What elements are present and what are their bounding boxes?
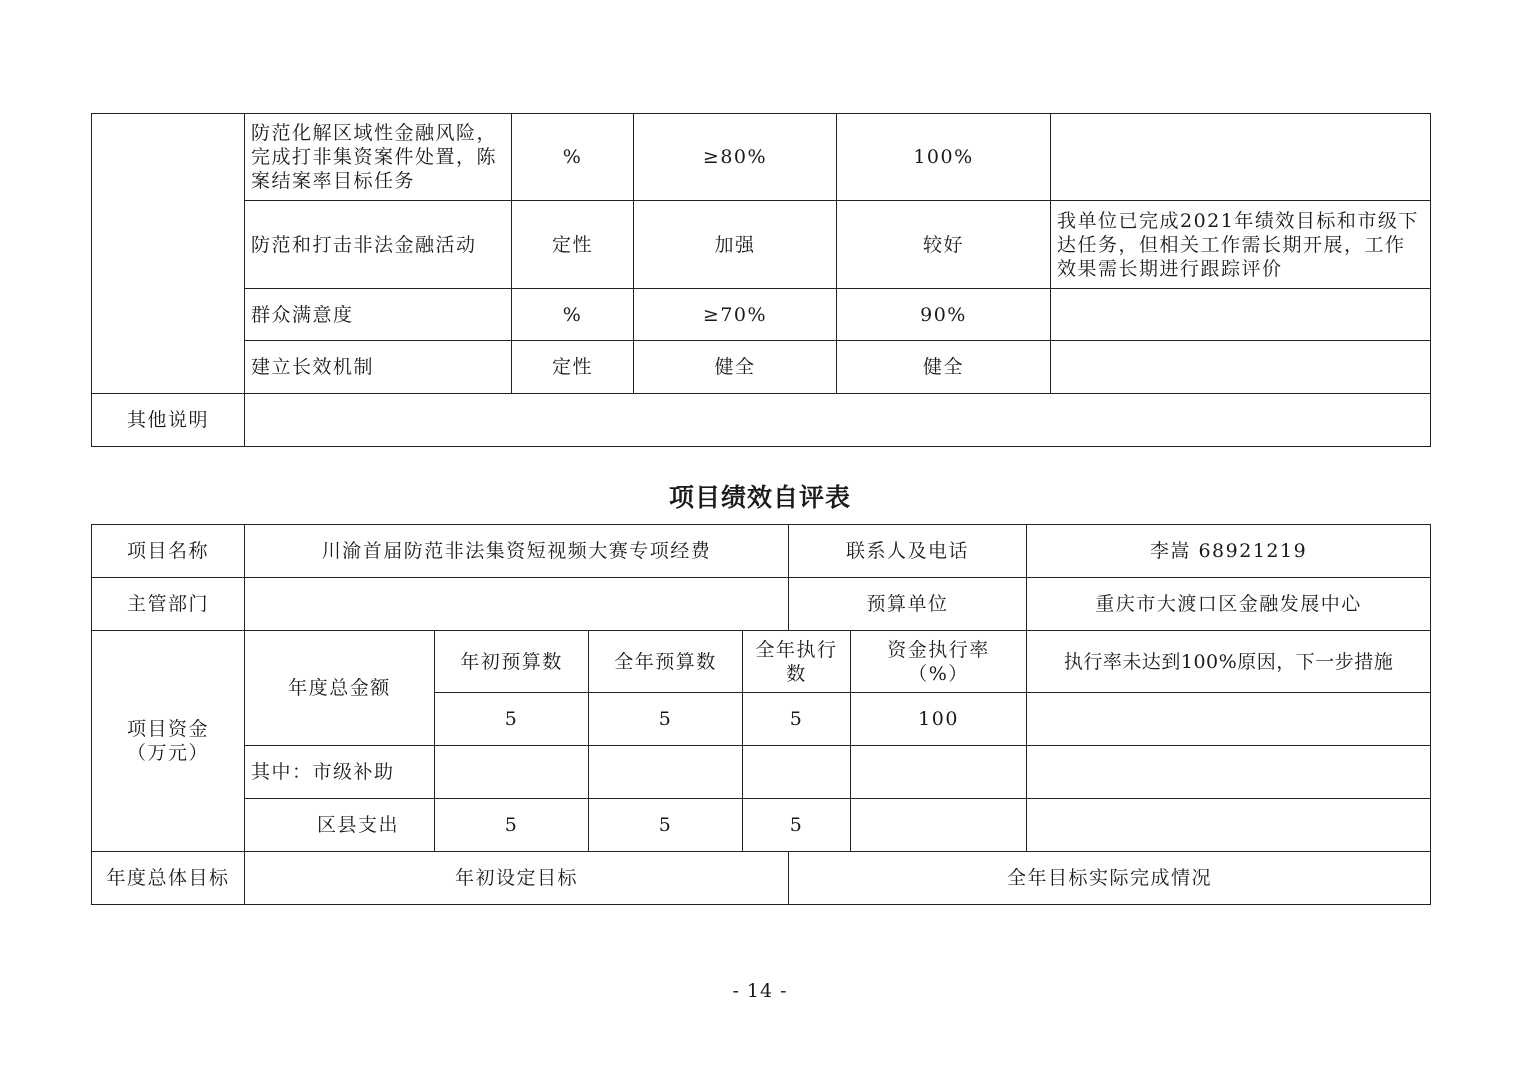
indicator-target: ≥80% bbox=[634, 114, 837, 201]
indicator-table bbox=[91, 113, 1431, 447]
header-initial-budget: 年初预算数 bbox=[435, 631, 589, 693]
contact-label: 联系人及电话 bbox=[789, 525, 1027, 578]
annual-goal-label: 年度总体目标 bbox=[92, 852, 245, 905]
project-name-value: 川渝首届防范非法集资短视频大赛专项经费 bbox=[245, 525, 789, 578]
table-row bbox=[92, 394, 1431, 447]
header-rate-line2: （%） bbox=[908, 662, 969, 685]
city-rate bbox=[851, 746, 1027, 799]
indicator-unit: 定性 bbox=[512, 201, 634, 289]
funds-label-line1: 项目资金 bbox=[126, 718, 209, 740]
funds-label-line2: （万元） bbox=[126, 742, 209, 764]
indicator-actual: 健全 bbox=[837, 341, 1051, 394]
project-name-label: 项目名称 bbox=[92, 525, 245, 578]
table-row bbox=[92, 525, 1431, 578]
indicator-unit: 定性 bbox=[512, 341, 634, 394]
indicator-name: 防范和打击非法金融活动 bbox=[245, 201, 512, 289]
budget-unit-value: 重庆市大渡口区金融发展中心 bbox=[1027, 578, 1431, 631]
actual-goal-header: 全年目标实际完成情况 bbox=[789, 852, 1431, 905]
project-table bbox=[91, 524, 1431, 905]
indicator-actual: 较好 bbox=[837, 201, 1051, 289]
header-reason: 执行率未达到100%原因，下一步措施 bbox=[1027, 631, 1431, 693]
initial-goal-header: 年初设定目标 bbox=[245, 852, 789, 905]
total-initial: 5 bbox=[435, 693, 589, 746]
header-executed: 全年执行数 bbox=[743, 631, 851, 693]
header-execution-rate bbox=[851, 631, 1027, 693]
header-rate-line1: 资金执行率 bbox=[887, 638, 990, 661]
indicator-note bbox=[1051, 289, 1431, 341]
district-spend-label: 区县支出 bbox=[245, 799, 435, 852]
table-row bbox=[92, 289, 1431, 341]
indicator-note bbox=[1051, 114, 1431, 201]
total-rate: 100 bbox=[851, 693, 1027, 746]
table-row bbox=[92, 341, 1431, 394]
other-notes-label: 其他说明 bbox=[92, 394, 245, 447]
city-initial bbox=[435, 746, 589, 799]
district-reason bbox=[1027, 799, 1431, 852]
indicator-name: 建立长效机制 bbox=[245, 341, 512, 394]
district-rate bbox=[851, 799, 1027, 852]
table-row bbox=[92, 578, 1431, 631]
table-row bbox=[92, 746, 1431, 799]
indicator-note: 我单位已完成2021年绩效目标和市级下达任务，但相关工作需长期开展，工作效果需长期进行跟踪评价 bbox=[1051, 201, 1431, 289]
table-row bbox=[92, 201, 1431, 289]
dept-value bbox=[245, 578, 789, 631]
city-executed bbox=[743, 746, 851, 799]
city-reason bbox=[1027, 746, 1431, 799]
header-full-year-budget: 全年预算数 bbox=[589, 631, 743, 693]
indicator-actual: 100% bbox=[837, 114, 1051, 201]
city-full-year bbox=[589, 746, 743, 799]
contact-value: 李嵩 68921219 bbox=[1027, 525, 1431, 578]
total-reason bbox=[1027, 693, 1431, 746]
other-notes-value bbox=[245, 394, 1431, 447]
table-row bbox=[92, 799, 1431, 852]
indicator-unit: % bbox=[512, 114, 634, 201]
indicator-target: 加强 bbox=[634, 201, 837, 289]
indicator-name: 群众满意度 bbox=[245, 289, 512, 341]
indicator-name: 防范化解区域性金融风险，完成打非集资案件处置，陈案结案率目标任务 bbox=[245, 114, 512, 201]
indicator-category-cell bbox=[92, 114, 245, 394]
table-row bbox=[92, 852, 1431, 905]
section-title: 项目绩效自评表 bbox=[668, 483, 851, 512]
district-initial: 5 bbox=[435, 799, 589, 852]
annual-total-label: 年度总金额 bbox=[245, 631, 435, 746]
total-full-year: 5 bbox=[589, 693, 743, 746]
indicator-note bbox=[1051, 341, 1431, 394]
total-executed: 5 bbox=[743, 693, 851, 746]
funds-label bbox=[92, 631, 245, 852]
indicator-target: ≥70% bbox=[634, 289, 837, 341]
city-subsidy-label: 其中：市级补助 bbox=[245, 746, 435, 799]
page-number: - 14 - bbox=[732, 980, 788, 1002]
table-row bbox=[92, 631, 1431, 693]
indicator-unit: % bbox=[512, 289, 634, 341]
district-executed: 5 bbox=[743, 799, 851, 852]
table-row bbox=[92, 114, 1431, 201]
dept-label: 主管部门 bbox=[92, 578, 245, 631]
budget-unit-label: 预算单位 bbox=[789, 578, 1027, 631]
indicator-target: 健全 bbox=[634, 341, 837, 394]
indicator-actual: 90% bbox=[837, 289, 1051, 341]
district-full-year: 5 bbox=[589, 799, 743, 852]
